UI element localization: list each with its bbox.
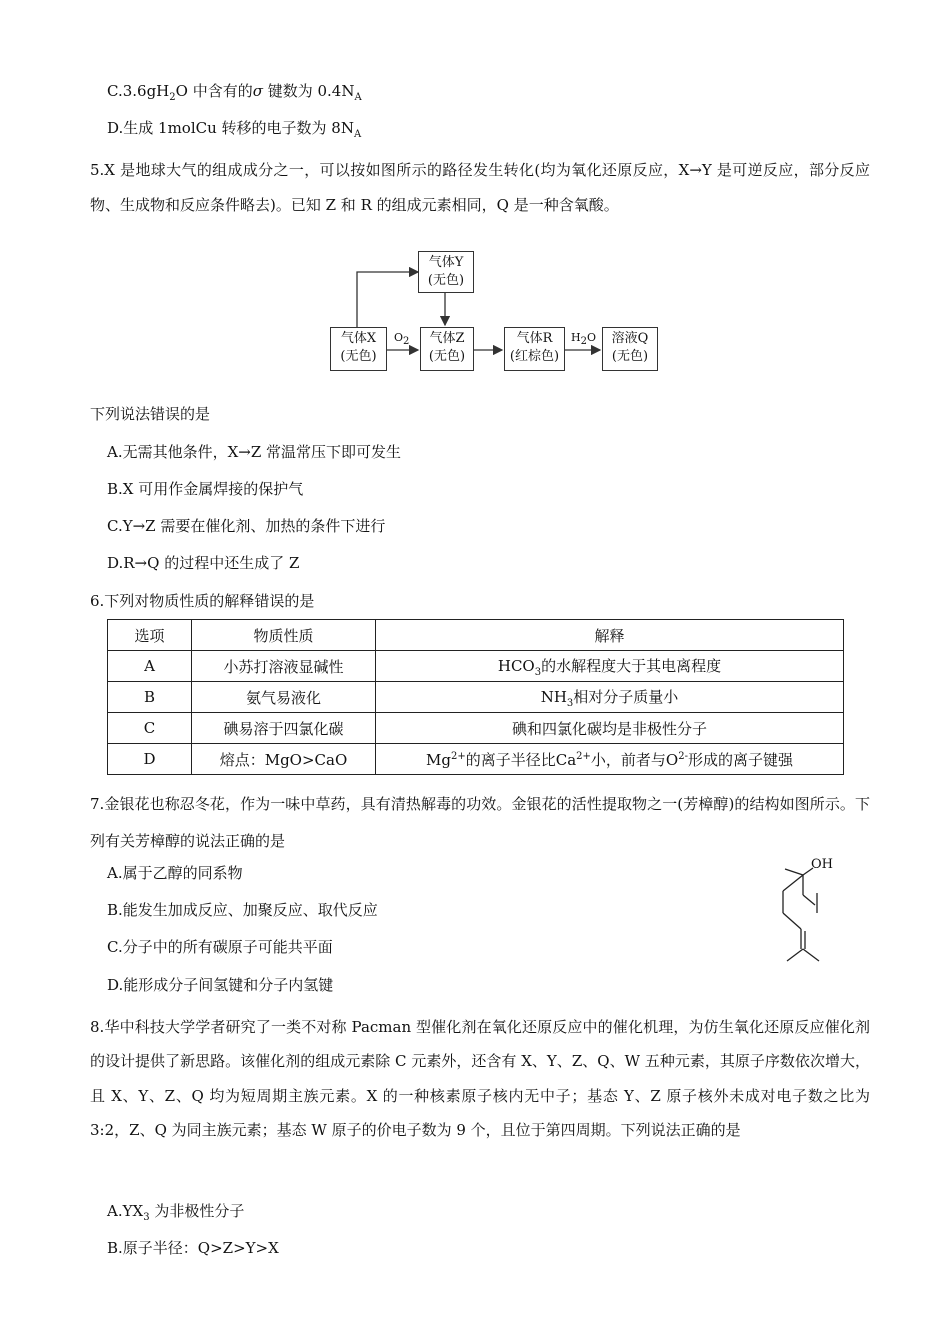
header-explanation: 解释 xyxy=(376,620,844,651)
table-header-row xyxy=(108,620,844,651)
q8-stem: 8.华中科技大学学者研究了一类不对称 Pacman 型催化剂在氧化还原反应中的催化机理，为仿生氧化还原反应催化剂的设计提供了新思路。该催化剂的组成元素除 C 元素外，还含有 X、Y、Z、Q、W 五种元素，其原子序数依次增大，且 X、Y、Z、Q 均为短周期主族元素。X 的一种核素原子核内无中子；基态 Y、Z 原子核外未成对电子数之比为 3:2，Z、Q 为同主族元素；基态 W 原子的价电子数为 9 个，且位于第四周期。下列说法正确的是 xyxy=(90,1018,870,1140)
q5-option-c: C.Y→Z 需要在催化剂、加热的条件下进行 xyxy=(107,517,386,535)
row-explanation: $NH_3$相对分子质量小 xyxy=(376,682,844,713)
q4-option-c: $C.3.6gH_2O$ 中含有的σ 键数为 $0.4N_A$ xyxy=(107,82,362,103)
row-explanation: $Mg^{2+}$的离子半径比$Ca^{2+}$小，前者与$O^{2-}$形成的离子键强 xyxy=(376,744,844,775)
row-property: 熔点：MgO>CaO xyxy=(192,744,376,775)
h2o-label: $H_2O$ xyxy=(571,331,596,348)
row-option: A xyxy=(108,651,192,682)
header-property: 物质性质 xyxy=(192,620,376,651)
oh-label: OH xyxy=(811,857,833,872)
q7-option-c: C.分子中的所有碳原子可能共平面 xyxy=(107,938,333,956)
o2-label: $O_2$ xyxy=(394,331,410,348)
gas-r-box: 气体R (红棕色) xyxy=(504,327,565,371)
q7-option-a: A.属于乙醇的同系物 xyxy=(107,864,243,882)
row-property: 氨气易液化 xyxy=(192,682,376,713)
linalool-structure xyxy=(765,855,845,970)
table-row xyxy=(108,744,844,775)
q6-table xyxy=(107,619,844,775)
gas-z-box: 气体Z (无色) xyxy=(420,327,474,371)
q4-option-d: D.生成 1molCu 转移的电子数为 $8N_A$ xyxy=(107,119,362,140)
gas-x-box: 气体X (无色) xyxy=(330,327,387,371)
q5-stem: 5.X 是地球大气的组成成分之一，可以按如图所示的路径发生转化(均为氧化还原反应，X→Y 是可逆反应，部分反应物、生成物和反应条件略去)。已知 Z 和 R 的组成元素相同，Q 是一种含氧酸。 xyxy=(90,161,870,214)
molecule-skeleton xyxy=(765,855,845,970)
arrow-x-to-y xyxy=(357,272,418,327)
table-row xyxy=(108,713,844,744)
q7-stem: 7.金银花也称忍冬花，作为一味中草药，具有清热解毒的功效。金银花的活性提取物之一(芳樟醇)的结构如图所示。下列有关芳樟醇的说法正确的是 xyxy=(90,795,870,850)
row-property: 小苏打溶液显碱性 xyxy=(192,651,376,682)
table-row xyxy=(108,651,844,682)
row-explanation: 碘和四氯化碳均是非极性分子 xyxy=(376,713,844,744)
q8-option-a: $A.YX_3$ 为非极性分子 xyxy=(107,1202,245,1223)
row-option: D xyxy=(108,744,192,775)
solution-q-box: 溶液Q (无色) xyxy=(602,327,658,371)
q5-question: 下列说法错误的是 xyxy=(90,405,211,423)
header-option: 选项 xyxy=(108,620,192,651)
q5-option-d: D.R→Q 的过程中还生成了 Z xyxy=(107,554,300,572)
q5-conversion-diagram xyxy=(320,235,665,385)
q6-stem: 6.下列对物质性质的解释错误的是 xyxy=(90,592,315,610)
row-explanation: $HCO_3$的水解程度大于其电离程度 xyxy=(376,651,844,682)
gas-y-box: 气体Y (无色) xyxy=(418,251,474,293)
row-option: C xyxy=(108,713,192,744)
row-option: B xyxy=(108,682,192,713)
table-row xyxy=(108,682,844,713)
q8-option-b: B.原子半径：Q>Z>Y>X xyxy=(107,1239,279,1257)
q7-option-b: B.能发生加成反应、加聚反应、取代反应 xyxy=(107,901,378,919)
row-property: 碘易溶于四氯化碳 xyxy=(192,713,376,744)
q7-option-d: D.能形成分子间氢键和分子内氢键 xyxy=(107,976,334,994)
q5-option-b: B.X 可用作金属焊接的保护气 xyxy=(107,480,304,498)
q5-option-a: A.无需其他条件，X→Z 常温常压下即可发生 xyxy=(107,443,402,461)
